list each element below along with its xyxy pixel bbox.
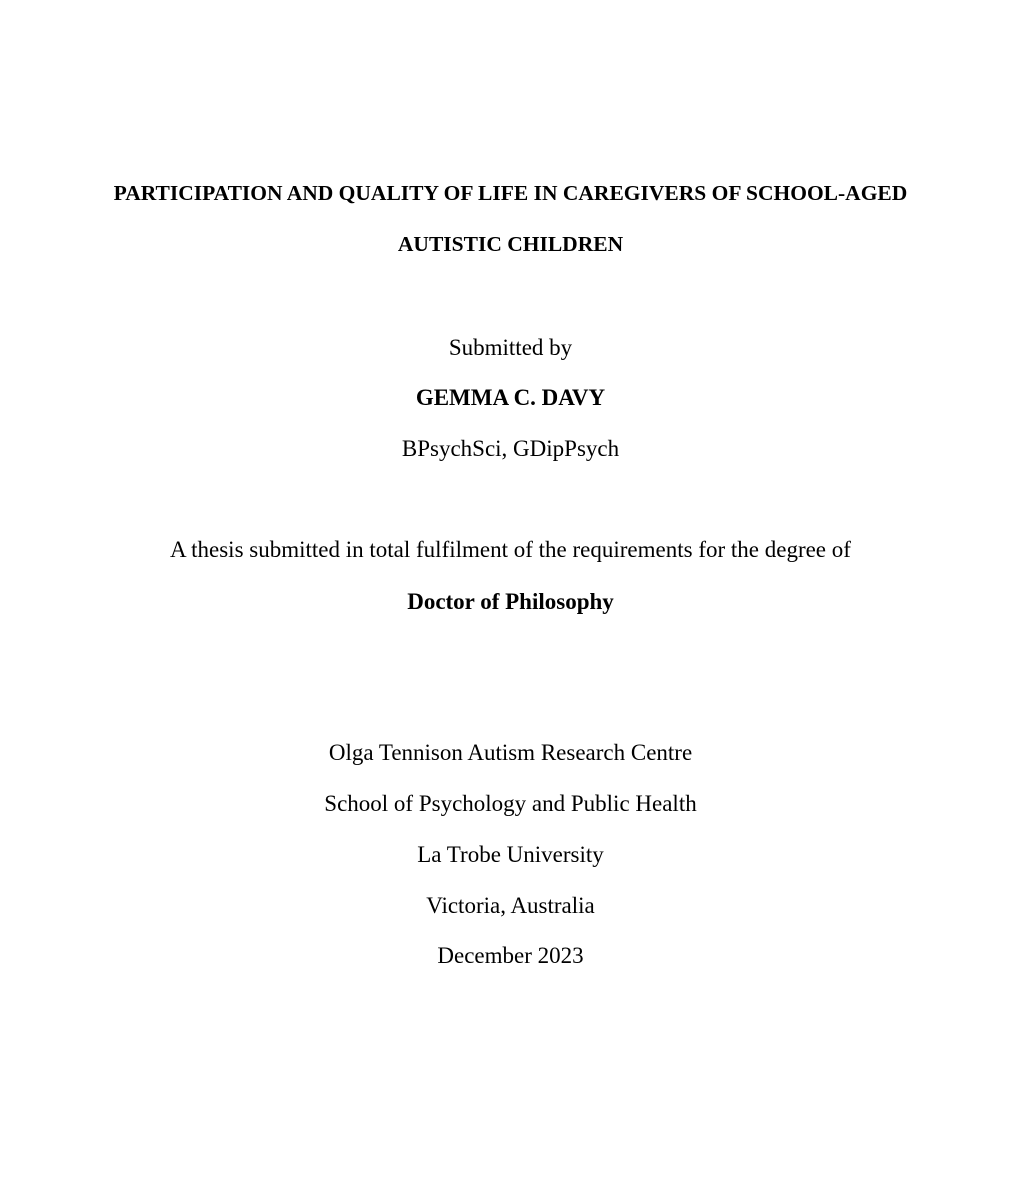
degree-statement: A thesis submitted in total fulfilment of the requirements for the degree of: [170, 537, 851, 562]
degree-name: Doctor of Philosophy: [407, 589, 614, 614]
submission-date: December 2023: [437, 943, 584, 968]
author-qualifications: BPsychSci, GDipPsych: [401, 436, 620, 461]
university-name: La Trobe University: [417, 842, 604, 867]
location: Victoria, Australia: [426, 893, 595, 918]
author-name: GEMMA C. DAVY: [415, 385, 606, 410]
research-centre: Olga Tennison Autism Research Centre: [328, 740, 693, 765]
submitted-by-label: Submitted by: [448, 335, 573, 360]
thesis-title-line-2: AUTISTIC CHILDREN: [397, 232, 624, 256]
thesis-title-line-1: PARTICIPATION AND QUALITY OF LIFE IN CAREGIVERS OF SCHOOL-AGED: [113, 181, 908, 205]
school-name: School of Psychology and Public Health: [324, 791, 697, 816]
